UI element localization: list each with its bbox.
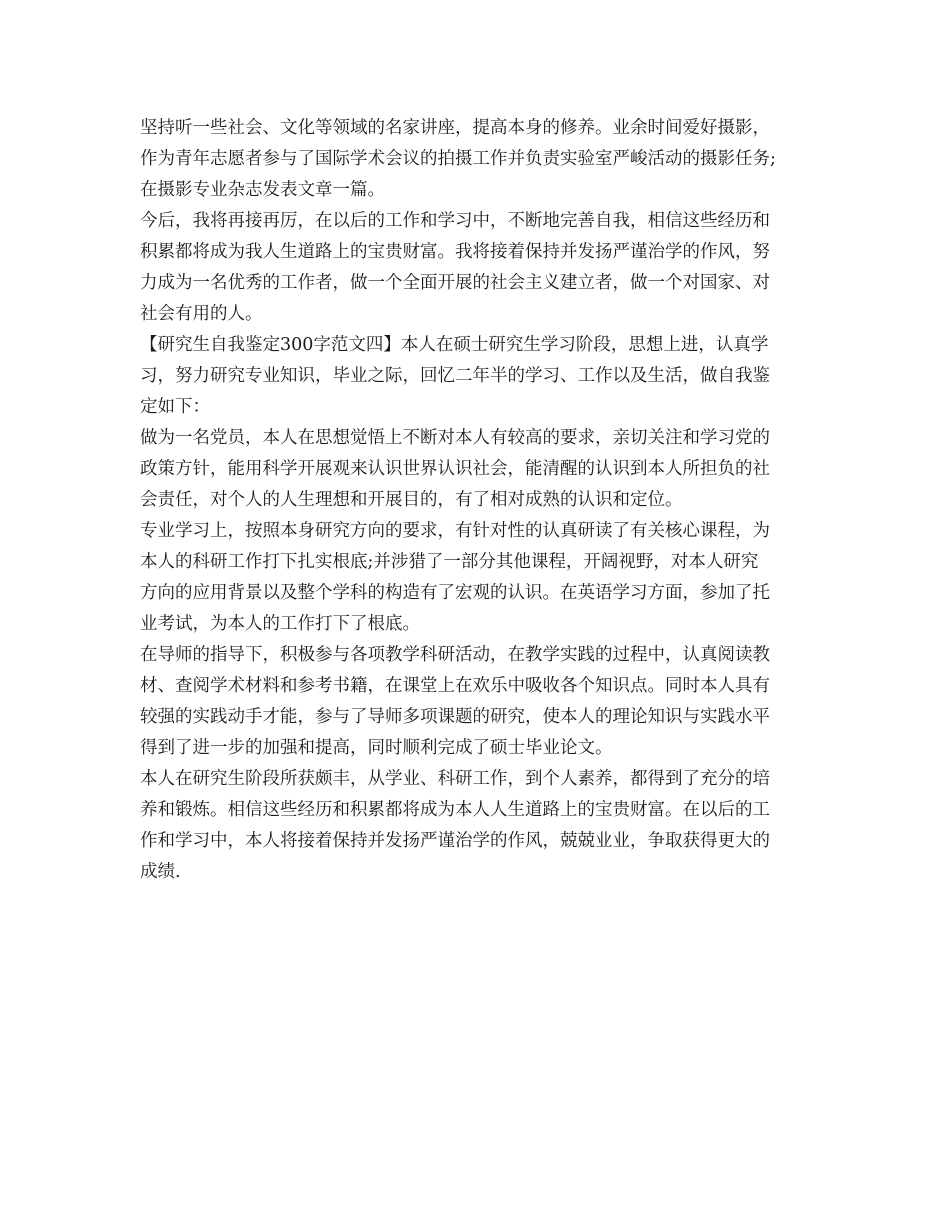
text-line: 本人的科研工作打下扎实根底;并涉猎了一部分其他课程，开阔视野，对本人研究 (140, 552, 759, 572)
text-line: 在摄影专业杂志发表文章一篇。 (140, 180, 385, 200)
text-line: 专业学习上，按照本身研究方向的要求，有针对性的认真研读了有关核心课程，为 (140, 521, 770, 541)
text-line: 本人在研究生阶段所获颇丰，从学业、科研工作，到个人素养，都得到了充分的培 (140, 769, 770, 789)
text-line: 社会有用的人。 (140, 304, 263, 324)
text-line: 【研究生自我鉴定300字范文四】本人在硕士研究生学习阶段，思想上进，认真学 (140, 335, 769, 355)
text-line: 作和学习中，本人将接着保持并发扬严谨治学的作风，兢兢业业，争取获得更大的 (140, 831, 770, 851)
text-line: 今后，我将再接再厉，在以后的工作和学习中，不断地完善自我，相信这些经历和 (140, 211, 770, 231)
text-line: 力成为一名优秀的工作者，做一个全面开展的社会主义建立者，做一个对国家、对 (140, 273, 770, 293)
text-line: 坚持听一些社会、文化等领域的名家讲座，提高本身的修养。业余时间爱好摄影， (140, 118, 770, 138)
document-body (140, 113, 820, 888)
text-line: 养和锻炼。相信这些经历和积累都将成为本人人生道路上的宝贵财富。在以后的工 (140, 800, 770, 820)
text-line: 习，努力研究专业知识，毕业之际，回忆二年半的学习、工作以及生活，做自我鉴 (140, 366, 770, 386)
text-line: 材、查阅学术材料和参考书籍，在课堂上在欢乐中吸收各个知识点。同时本人具有 (140, 676, 770, 696)
text-line: 会责任，对个人的人生理想和开展目的，有了相对成熟的认识和定位。 (140, 490, 683, 510)
text-line: 方向的应用背景以及整个学科的构造有了宏观的认识。在英语学习方面，参加了托 (140, 583, 770, 603)
text-line: 较强的实践动手才能，参与了导师多项课题的研究，使本人的理论知识与实践水平 (140, 707, 770, 727)
text-line: 政策方针，能用科学开展观来认识世界认识社会，能清醒的认识到本人所担负的社 (140, 459, 770, 479)
text-line: 做为一名党员，本人在思想觉悟上不断对本人有较高的要求，亲切关注和学习党的 (140, 428, 770, 448)
text-line: 成绩. (140, 862, 181, 882)
text-line: 业考试，为本人的工作打下了根底。 (140, 614, 420, 634)
text-line: 在导师的指导下，积极参与各项教学科研活动，在教学实践的过程中，认真阅读教 (140, 645, 770, 665)
text-line: 积累都将成为我人生道路上的宝贵财富。我将接着保持并发扬严谨治学的作风，努 (140, 242, 770, 262)
text-line: 定如下： (140, 397, 210, 417)
text-line: 作为青年志愿者参与了国际学术会议的拍摄工作并负责实验室严峻活动的摄影任务; (140, 149, 776, 169)
text-line: 得到了进一步的加强和提高，同时顺利完成了硕士毕业论文。 (140, 738, 613, 758)
